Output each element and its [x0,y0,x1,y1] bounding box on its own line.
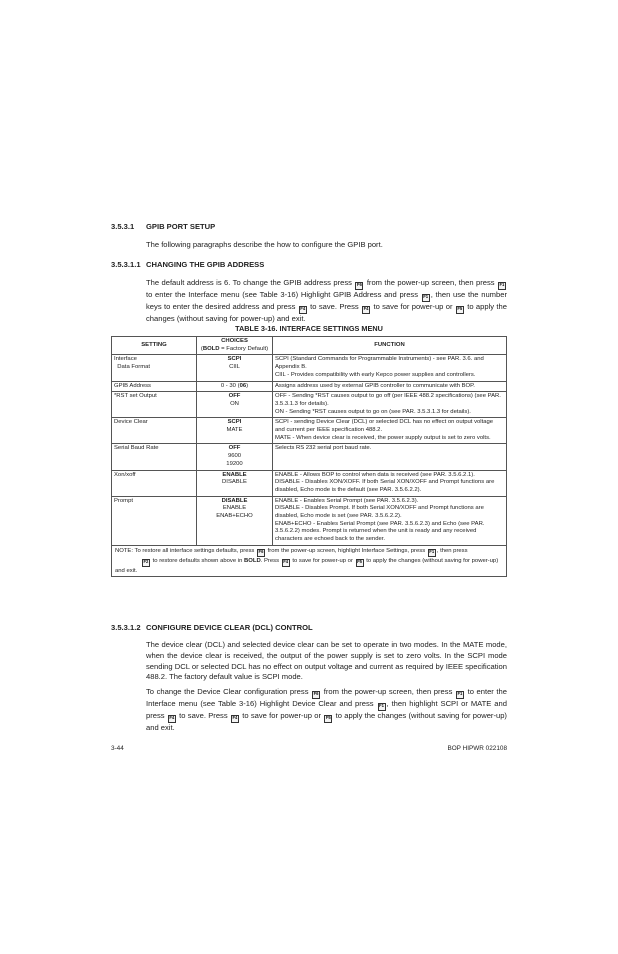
setting-cell: *RST set Output [112,392,197,418]
function-cell: SCPI - sending Device Clear (DCL) or selected DCL has no effect on output voltage and current per IEEE specification 488.2. MATE - When device clear is received, the power supply output is set to zero volts. [273,418,507,444]
table-title: TABLE 3-16. INTERFACE SETTINGS MENU [235,324,383,333]
subsection-number: 3.5.3.1.2 [111,623,141,632]
table-row [112,496,507,545]
dcl-paragraph-2: To change the Device Clear configuration press F6 from the power-up screen, then press F1 to enter the Interface menu (see Table 3-16) Highlight Device Clear and press F1 , then highlight SCPI or MATE and press F4 to save. Press F4 to save for power-up or F5 to apply the changes (without saving for power-up) and exit. [146,687,507,732]
f1-key-icon: F1 [456,691,464,699]
table-note-row [112,545,507,576]
f1-key-icon: F1 [428,549,436,557]
f6-key-icon: F6 [257,549,265,557]
function-cell: SCPI (Standard Commands for Programmable Instruments) - see PAR. 3.6. and Appendix B. CIIL - Provides compatibility with early Kepco power supplies and controllers. [273,355,507,381]
function-cell: Assigns address used by external GPIB controller to communicate with BOP. [273,381,507,392]
f5-key-icon: F5 [324,715,332,723]
header-setting: SETTING [112,337,197,355]
choices-cell: ENABLE DISABLE [197,470,273,496]
choices-cell: OFF 9600 19200 [197,444,273,470]
document-id: BOP HIPWR 022108 [447,745,507,752]
section-number: 3.5.3.1 [111,222,135,231]
subsection-title: CONFIGURE DEVICE CLEAR (DCL) CONTROL [146,623,313,632]
f4-key-icon: F4 [168,715,176,723]
f6-key-icon: F6 [355,282,363,290]
choices-cell: OFF ON [197,392,273,418]
setting-cell: Prompt [112,496,197,545]
f4-key-icon: F4 [282,559,290,567]
setting-cell: Serial Baud Rate [112,444,197,470]
f4-key-icon: F4 [362,306,370,314]
table-row [112,444,507,470]
table-note: NOTE: To restore all interface settings defaults, press F6 from the power-up screen, highlight Interface Settings, press F1 , then press F2 to restore defaults shown above in BOLD. Press F4 to save for power-up or F5 to apply the changes (without saving for power-up) and exit. [112,545,507,576]
function-cell: ENABLE - Enables Serial Prompt (see PAR. 3.5.6.2.3). DISABLE - Disables Prompt. If both Serial XON/XOFF and Prompt functions are disabled, Echo mode is set (see PAR. 3.5.6.2.2). ENAB+ECHO - Enables Serial Prompt (see PAR. 3.5.6.2.3) and Echo (see PAR. 3.5.6.2.2) modes. Prompt is returned when the unit is ready and any received characters are echoed back to the sender. [273,496,507,545]
table-row [112,418,507,444]
table-row [112,381,507,392]
function-cell: OFF - Sending *RST causes output to go off (per IEEE 488.2 specifications) (see PAR. 3.5.3.1.3 for details). ON - Sending *RST causes output to go on (see PAR. 3.5.3.1.3 for details). [273,392,507,418]
section-title: GPIB PORT SETUP [146,222,216,231]
f1-key-icon: F1 [422,294,430,302]
choices-cell: DISABLE ENABLE ENAB+ECHO [197,496,273,545]
function-cell: Selects RS 232 serial port baud rate. [273,444,507,470]
dcl-paragraph-1: The device clear (DCL) and selected device clear can be set to operate in two modes. In the MATE mode, when the device clear is received, the output of the power supply is set to zero volts. In the SCPI mode sending DCL or selected DCL has no effect on output voltage and current as required by IEEE specification 488.2. The factory default value is SCPI mode. [146,640,507,682]
choices-cell: SCPI CIIL [197,355,273,381]
f4-key-icon: F4 [231,715,239,723]
f1-key-icon: F1 [378,703,386,711]
f5-key-icon: F5 [356,559,364,567]
setting-cell: Xon/xoff [112,470,197,496]
table-row [112,470,507,496]
f5-key-icon: F5 [456,306,464,314]
table-row [112,392,507,418]
table-row [112,355,507,381]
interface-settings-table [111,336,507,577]
table-header-row [112,337,507,355]
choices-cell: 0 - 30 (06) [197,381,273,392]
gpib-address-paragraph: The default address is 6. To change the GPIB address press F6 from the power-up screen, then press F1 to enter the Interface menu (see Table 3-16) Highlight GPIB Address and press F1 , then use the number keys to enter the desired address and press F4 to save. Press F4 to save for power-up or F5 to apply the changes (without saving for power-up) and exit. [146,278,507,323]
header-choices: CHOICES (BOLD = Factory Default) [197,337,273,355]
section-paragraph: The following paragraphs describe the how to configure the GPIB port. [146,240,383,249]
setting-cell: Device Clear [112,418,197,444]
choices-cell: SCPI MATE [197,418,273,444]
f1-key-icon: F1 [498,282,506,290]
f4-key-icon: F4 [299,306,307,314]
function-cell: ENABLE - Allows BOP to control when data is received (see PAR. 3.5.6.2.1). DISABLE - Disables XON/XOFF. If both Serial XON/XOFF and Prompt functions are disabled, Echo mode is the default (see PAR. 3.5.6.2.2). [273,470,507,496]
header-function: FUNCTION [273,337,507,355]
subsection-number: 3.5.3.1.1 [111,260,141,269]
setting-cell: GPIB Address [112,381,197,392]
page-number: 3-44 [111,745,124,752]
setting-cell: Interface Data Format [112,355,197,381]
f2-key-icon: F2 [142,559,150,567]
subsection-title: CHANGING THE GPIB ADDRESS [146,260,265,269]
f6-key-icon: F6 [312,691,320,699]
